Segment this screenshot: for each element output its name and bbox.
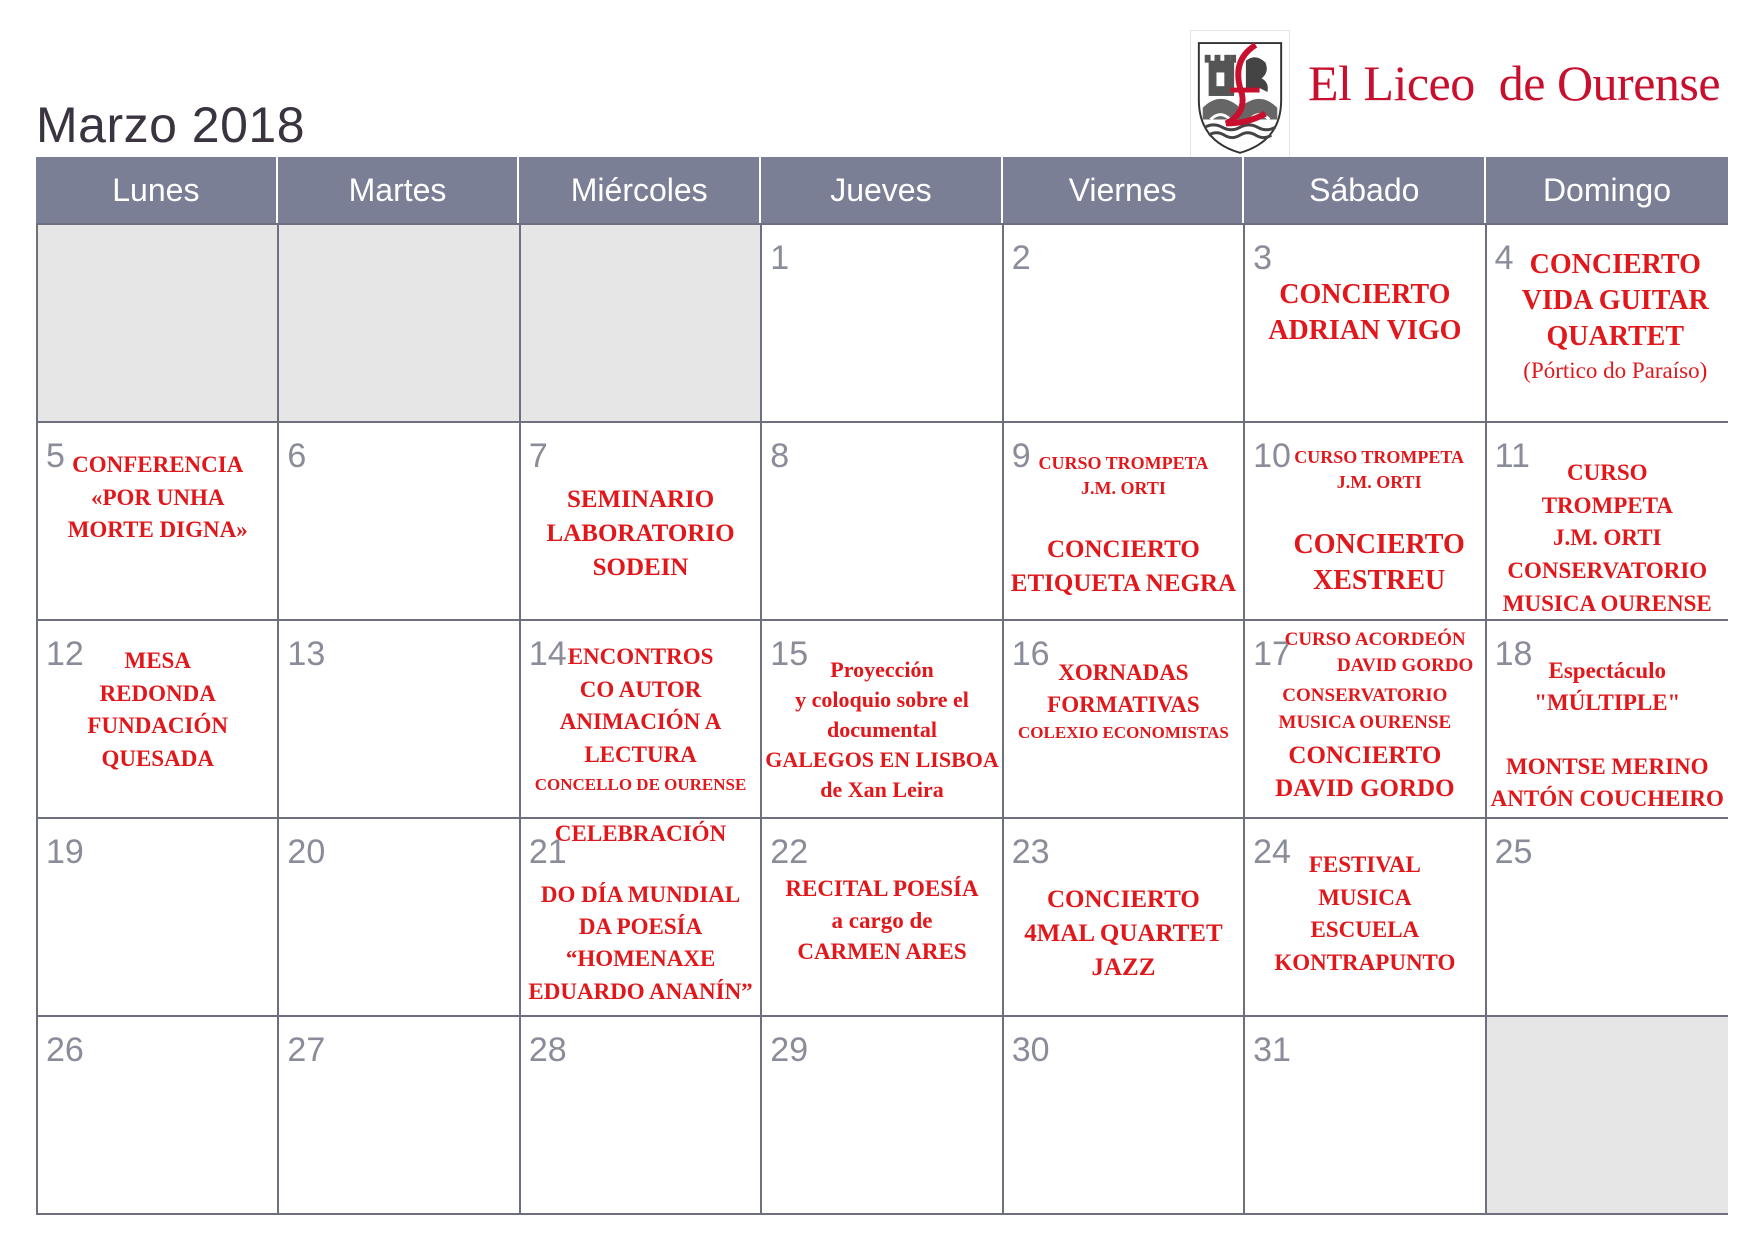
event-text: CURSO ACORDEÓN DAVID GORDO [1284, 629, 1474, 676]
day-number: 26 [46, 1031, 84, 1069]
event-text: CONCIERTO ADRIAN VIGO [1268, 279, 1462, 346]
day-number: 15 [770, 635, 809, 673]
event-text: CONCIERTO DAVID GORDO [1275, 742, 1455, 802]
day-number: 14 [528, 635, 567, 673]
day-cell-27 [279, 1015, 520, 1213]
day-cell-2 [1004, 223, 1245, 421]
day-cell-8 [762, 421, 1003, 619]
event-text: ENCONTROS CO AUTOR ANIMACIÓN A LECTURA CONCELLO DE OURENSE [534, 644, 747, 794]
day-number: 1 [770, 239, 790, 277]
weekday-monday: Lunes [36, 157, 278, 223]
day-cell-30 [1004, 1015, 1245, 1213]
day-cell-17 [1245, 619, 1486, 817]
weekday-saturday: Sábado [1244, 157, 1486, 223]
day-number: 4 [1494, 239, 1514, 277]
day-number: 24 [1253, 833, 1291, 871]
day-cell-14 [521, 619, 762, 817]
day-cell-13 [279, 619, 520, 817]
event-text: MONTSE MERINO ANTÓN COUCHEIRO [1490, 754, 1724, 812]
day-cell-23 [1004, 817, 1245, 1015]
day-cell-1 [762, 223, 1003, 421]
day-cell-28 [521, 1015, 762, 1213]
day-cell-19 [38, 817, 279, 1015]
event-text: CONCIERTO ETIQUETA NEGRA [1010, 536, 1237, 597]
day-number: 2 [1011, 239, 1031, 277]
weekday-thursday: Jueves [761, 157, 1003, 223]
day-number: 3 [1253, 239, 1273, 277]
day-cell-12 [38, 619, 279, 817]
empty-cell [521, 223, 762, 421]
event-text: CURSO TROMPETA J.M. ORTI [1038, 453, 1209, 499]
day-number: 10 [1253, 437, 1291, 475]
day-number: 28 [528, 1031, 567, 1069]
weekday-sunday: Domingo [1542, 171, 1671, 208]
day-cell-15 [762, 619, 1003, 817]
page-title: Marzo 2018 [36, 97, 306, 153]
day-number: 21 [528, 833, 567, 871]
day-cell-6 [279, 421, 520, 619]
event-text: Proyección y coloquio sobre el documental GALEGOS EN LISBOA de Xan Leira [765, 657, 999, 802]
event-text: CURSO TROMPETA J.M. ORTI CONSERVATORIO MUSICA OURENSE [1502, 460, 1712, 616]
day-cell-21 [521, 817, 762, 1015]
day-cell-7 [521, 421, 762, 619]
day-number: 30 [1011, 1031, 1050, 1069]
day-cell-16 [1004, 619, 1245, 817]
event-text: DO DÍA MUNDIAL DA POESÍA “HOMENAXE EDUARDO ANANÍN” [528, 882, 753, 1004]
day-number: 27 [287, 1031, 326, 1069]
day-number: 9 [1011, 437, 1031, 475]
day-cell-4 [1487, 223, 1728, 421]
event-text: MESA REDONDA FUNDACIÓN QUESADA [87, 648, 228, 771]
day-cell-31 [1245, 1015, 1486, 1213]
day-cell-5 [38, 421, 279, 619]
day-cell-18 [1487, 619, 1728, 817]
event-text: XORNADAS FORMATIVAS COLEXIO ECONOMISTAS [1018, 660, 1229, 743]
day-number: 20 [287, 833, 326, 871]
coat-of-arms-icon [1191, 31, 1289, 159]
event-text: FESTIVAL MUSICA ESCUELA KONTRAPUNTO [1274, 852, 1456, 975]
day-number: 31 [1253, 1031, 1291, 1069]
day-cell-3 [1245, 223, 1486, 421]
event-text: CONCIERTO VIDA GUITAR QUARTET (Pórtico do Paraíso) [1521, 249, 1709, 384]
empty-cell [38, 223, 279, 421]
day-number: 19 [46, 833, 84, 871]
day-cell-29 [762, 1015, 1003, 1213]
event-text: CONFERENCIA «POR UNHA MORTE DIGNA» [67, 452, 248, 543]
day-number: 22 [770, 833, 809, 871]
day-number: 8 [770, 437, 790, 475]
empty-cell [279, 223, 520, 421]
day-cell-11 [1487, 421, 1728, 619]
event-text: CURSO TROMPETA J.M. ORTI [1294, 447, 1465, 493]
weekday-wednesday: Miércoles [519, 157, 761, 223]
event-text: CONSERVATORIO MUSICA OURENSE [1278, 685, 1452, 733]
day-number: 6 [287, 437, 307, 475]
day-cell-24 [1245, 817, 1486, 1015]
empty-cell [1487, 1015, 1728, 1213]
event-text: RECITAL POESÍA a cargo de CARMEN ARES [785, 876, 979, 965]
day-number: 25 [1494, 833, 1533, 871]
day-cell-9 [1004, 421, 1245, 619]
weekday-tuesday: Martes [278, 157, 520, 223]
day-cell-10 [1245, 421, 1486, 619]
weekday-header [36, 157, 1728, 223]
day-number: 29 [770, 1031, 809, 1069]
day-cell-26 [38, 1015, 279, 1213]
day-number: 5 [46, 437, 65, 475]
day-number: 18 [1494, 635, 1533, 673]
day-number: 7 [528, 437, 548, 475]
event-text: CELEBRACIÓN [554, 821, 727, 846]
event-text: CONCIERTO 4MAL QUARTET JAZZ [1024, 886, 1223, 981]
day-cell-25 [1487, 817, 1728, 1015]
liceo-logo [1190, 30, 1290, 160]
day-number: 16 [1011, 635, 1050, 673]
weekday-friday: Viernes [1003, 157, 1245, 223]
day-cell-20 [279, 817, 520, 1015]
day-number: 17 [1253, 635, 1291, 673]
day-number: 12 [46, 635, 84, 673]
month-calendar [36, 157, 1728, 1215]
brand-name: El Liceo de Ourense [1308, 55, 1721, 111]
event-text: SEMINARIO LABORATORIO SODEIN [546, 486, 735, 581]
day-number: 11 [1494, 437, 1530, 475]
event-text: Espectáculo "MÚLTIPLE" [1534, 658, 1681, 716]
event-text: CONCIERTO XESTREU [1293, 529, 1465, 597]
day-number: 23 [1011, 833, 1050, 871]
calendar-grid [36, 223, 1728, 1215]
day-number: 13 [287, 635, 326, 673]
day-cell-22 [762, 817, 1003, 1015]
